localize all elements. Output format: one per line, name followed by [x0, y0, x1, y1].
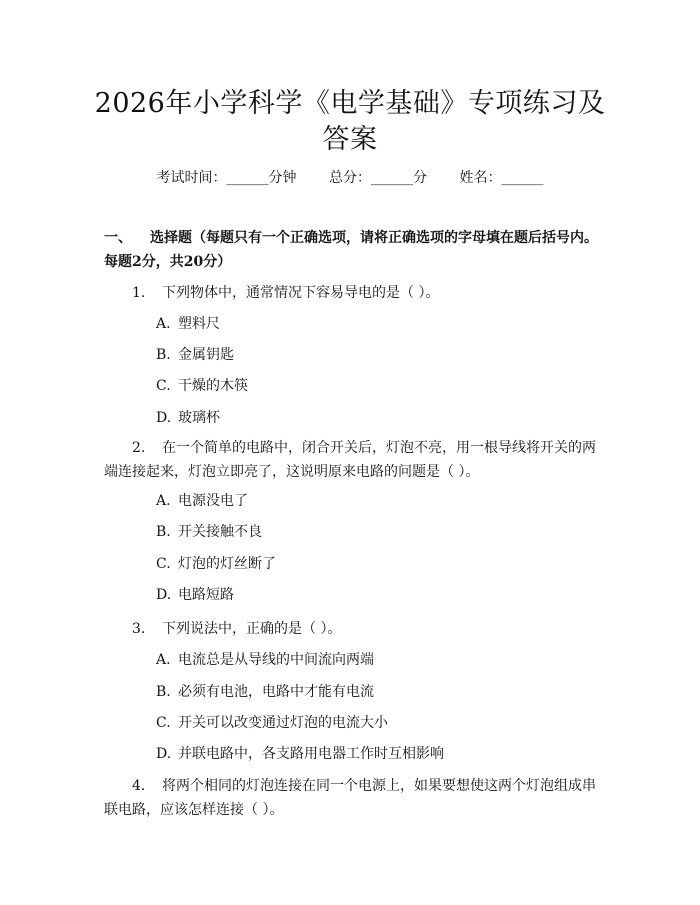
exam-time-field [157, 168, 297, 188]
total-score-unit: 分 [413, 170, 427, 186]
exam-time-unit: 分钟 [268, 170, 297, 186]
option-letter: D. [156, 746, 172, 762]
option-letter: C. [156, 378, 171, 394]
option-3a[interactable] [156, 648, 596, 672]
option-text: 电源没电了 [178, 493, 248, 509]
option-1a[interactable] [156, 312, 596, 336]
option-letter: A. [156, 316, 171, 332]
option-letter: B. [156, 684, 171, 700]
option-text: 玻璃杯 [178, 410, 220, 426]
question-4 [104, 774, 602, 822]
option-2d[interactable] [156, 583, 596, 607]
total-score-label: 总分： [329, 170, 371, 186]
question-number: 2. [132, 440, 146, 456]
name-label: 姓名： [459, 170, 502, 186]
name-blank[interactable]: ______ [501, 170, 544, 186]
option-3d[interactable] [156, 742, 596, 766]
option-1c[interactable] [156, 374, 596, 398]
option-letter: A. [156, 493, 171, 509]
question-3 [104, 617, 602, 641]
question-text: 将两个相同的灯泡连接在同一个电源上，如果要想使这两个灯泡组成串联电路，应该怎样连接（ ）。 [104, 778, 596, 818]
exam-time-label: 考试时间： [156, 170, 227, 186]
option-text: 塑料尺 [178, 316, 220, 332]
option-letter: C. [156, 556, 171, 572]
option-3b[interactable] [156, 680, 596, 704]
question-1 [104, 281, 602, 305]
option-letter: B. [156, 524, 171, 540]
exam-info-line [0, 168, 700, 188]
exam-time-blank[interactable]: ______ [226, 170, 269, 186]
option-text: 干燥的木筷 [178, 378, 248, 394]
option-text: 开关接触不良 [178, 524, 262, 540]
question-text: 下列物体中，通常情况下容易导电的是（ ）。 [162, 285, 440, 301]
option-2a[interactable] [156, 489, 596, 513]
option-2c[interactable] [156, 552, 596, 576]
option-3c[interactable] [156, 711, 596, 735]
option-letter: B. [156, 347, 171, 363]
option-text: 灯泡的灯丝断了 [178, 556, 276, 572]
name-field [459, 168, 543, 188]
section-heading-text: 选择题（每题只有一个正确选项，请将正确选项的字母填在题后括号内。每题2分，共20分） [104, 230, 598, 270]
question-number: 3. [132, 621, 146, 637]
question-number: 1. [132, 285, 146, 301]
question-text: 下列说法中，正确的是（ ）。 [162, 621, 342, 637]
section-heading [104, 226, 602, 274]
option-letter: C. [156, 715, 171, 731]
option-letter: A. [156, 652, 171, 668]
option-2b[interactable] [156, 520, 596, 544]
option-text: 电流总是从导线的中间流向两端 [178, 652, 374, 668]
option-text: 开关可以改变通过灯泡的电流大小 [178, 715, 388, 731]
option-text: 并联电路中，各支路用电器工作时互相影响 [178, 746, 444, 762]
option-text: 金属钥匙 [178, 347, 234, 363]
option-1d[interactable] [156, 406, 596, 430]
total-score-field [329, 168, 427, 188]
option-1b[interactable] [156, 343, 596, 367]
question-text: 在一个简单的电路中，闭合开关后，灯泡不亮，用一根导线将开关的两端连接起来，灯泡立即亮了，这说明原来电路的问题是（ ）。 [104, 440, 596, 480]
section-number: 一、 [104, 230, 132, 246]
option-letter: D. [156, 410, 172, 426]
page-title: 2026年小学科学《电学基础》专项练习及答案 [94, 88, 606, 155]
question-2 [104, 436, 602, 484]
total-score-blank[interactable]: ______ [371, 170, 413, 186]
option-text: 电路短路 [178, 587, 234, 603]
option-letter: D. [156, 587, 172, 603]
question-number: 4. [132, 778, 146, 794]
option-text: 必须有电池，电路中才能有电流 [178, 684, 374, 700]
